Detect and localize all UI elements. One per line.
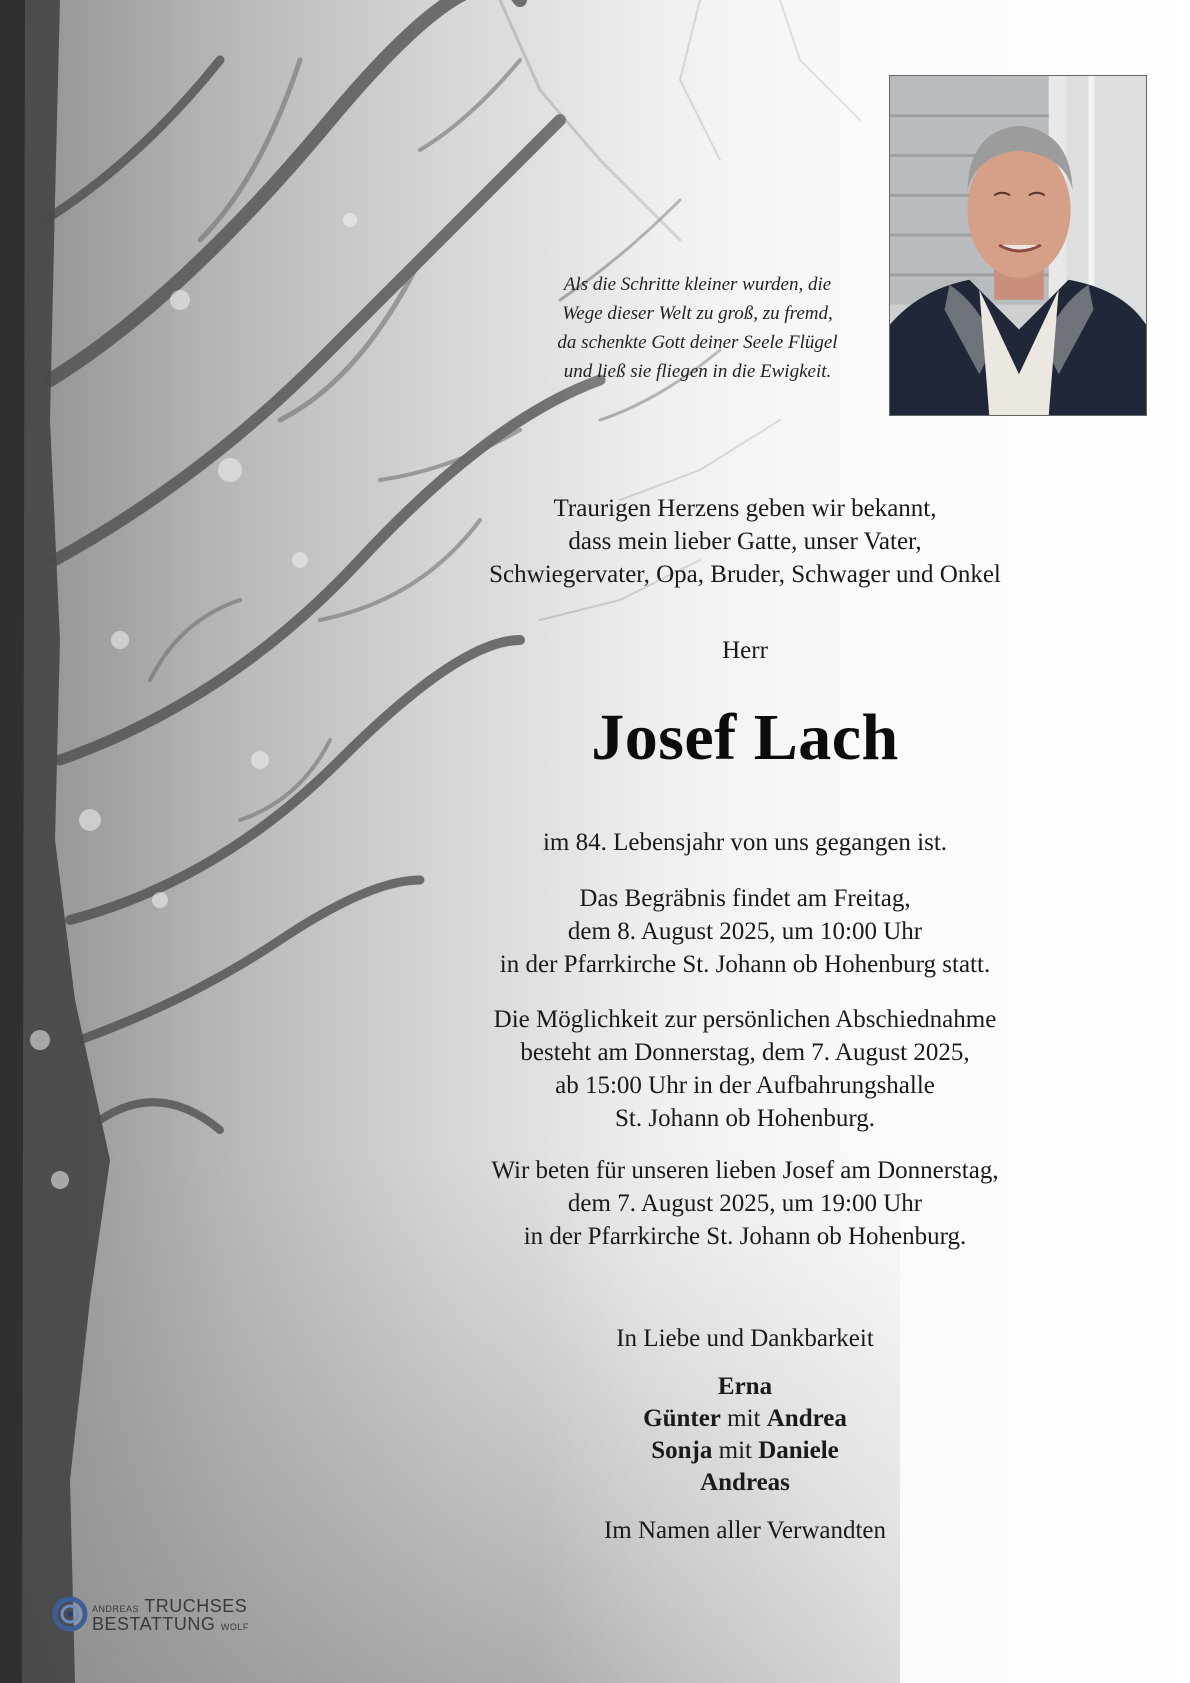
closing-phrase: In Liebe und Dankbarkeit [616,1325,874,1352]
funeral-line: dem 8. August 2025, um 10:00 Uhr [567,918,923,945]
family-member [430,1403,1060,1435]
family-partner-name: Andrea [766,1405,847,1432]
family-partner-name: Daniele [758,1437,839,1464]
family-connector: mit [727,1405,761,1432]
logo-big-top: TRUCHSES [144,1596,248,1616]
poem-line: und ließ sie fliegen in die Ewigkeit. [563,361,832,382]
age-line: im 84. Lebensjahr von uns gegangen ist. [542,829,948,856]
farewell-line: ab 15:00 Uhr in der Aufbahrungshalle [555,1072,935,1099]
swirl-logo-icon [52,1596,88,1632]
prayer-line: dem 7. August 2025, um 19:00 Uhr [567,1190,923,1217]
farewell-line: Die Möglichkeit zur persönlichen Abschiednahme [493,1006,997,1033]
announcement-text [430,492,1060,591]
prayer-line: Wir beten für unseren lieben Josef am Donnerstag, [491,1157,999,1184]
funeral-home-logo [52,1593,292,1635]
logo-big-bottom: BESTATTUNG [92,1614,216,1634]
poem-quote [520,270,875,386]
poem-line: da schenkte Gott deiner Seele Flügel [557,332,838,353]
prayer-line: in der Pfarrkirche St. Johann ob Hohenburg. [523,1223,967,1250]
family-connector: mit [718,1437,752,1464]
farewell-line: besteht am Donnerstag, dem 7. August 2025, [520,1039,970,1066]
funeral-details [430,882,1060,981]
announcement-line: Schwiegervater, Opa, Bruder, Schwager und Onkel [489,561,1001,588]
family-list [430,1371,1060,1499]
family-member [430,1371,1060,1403]
logo-small-top: ANDREAS [92,1604,140,1614]
family-member-name: Günter [643,1405,721,1432]
announcement-line: dass mein lieber Gatte, unser Vater, [568,528,922,555]
farewell-details [430,1003,1060,1135]
family-member-name: Andreas [700,1469,790,1496]
salutation: Herr [722,637,768,664]
farewell-line: St. Johann ob Hohenburg. [615,1105,875,1132]
family-member-name: Sonja [651,1437,713,1464]
family-member-name: Erna [717,1373,773,1400]
deceased-name: Josef Lach [591,701,899,774]
relatives-line: Im Namen aller Verwandten [603,1517,887,1544]
family-member [430,1467,1060,1499]
announcement-line: Traurigen Herzens geben wir bekannt, [553,495,937,522]
funeral-line: Das Begräbnis findet am Freitag, [579,885,911,912]
poem-line: Als die Schritte kleiner wurden, die [563,274,832,295]
family-member [430,1435,1060,1467]
portrait-photo [889,75,1147,416]
logo-small-bottom: WOLF [220,1622,249,1632]
funeral-line: in der Pfarrkirche St. Johann ob Hohenburg statt. [499,951,991,978]
prayer-details [430,1154,1060,1253]
poem-line: Wege dieser Welt zu groß, zu fremd, [562,303,833,324]
